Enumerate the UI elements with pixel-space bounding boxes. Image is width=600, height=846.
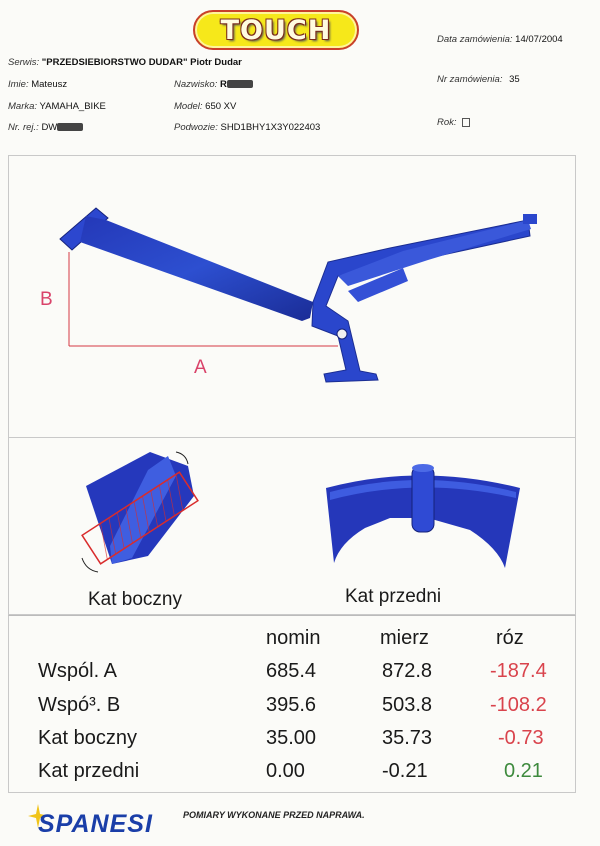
rotation-arrow-top	[176, 452, 188, 464]
chassis-label: Podwozie:	[174, 122, 218, 133]
row-measured: 503.8	[382, 694, 433, 716]
surname-label: Nazwisko:	[174, 79, 218, 90]
row-label: Wspó³. B	[38, 694, 121, 716]
row-nominal: 35.00	[266, 727, 317, 749]
make-label: Marka:	[8, 101, 38, 112]
order-date-label: Data zamówienia:	[437, 34, 513, 45]
pivot-hole	[337, 329, 347, 339]
redaction-mark	[57, 123, 83, 131]
year-label: Rok:	[437, 117, 457, 128]
row-measured: -0.21	[382, 760, 428, 782]
order-date-value: 14/07/2004	[515, 34, 563, 45]
logo-text: TOUCH	[220, 14, 332, 46]
registration	[8, 122, 83, 133]
row-label: Kat boczny	[38, 727, 137, 749]
side-angle-caption: Kat boczny	[88, 589, 182, 610]
label-a: A	[194, 357, 207, 378]
chassis	[174, 122, 320, 133]
footer-note: POMIARY WYKONANE PRZED NAPRAWA.	[183, 810, 365, 820]
service-value: "PRZEDSIEBIORSTWO DUDAR" Piotr Dudar	[41, 57, 242, 68]
model	[174, 101, 236, 112]
model-value: 650 XV	[205, 101, 237, 112]
steering-tube-shape	[412, 466, 434, 532]
row-difference: -187.4	[490, 660, 547, 682]
col-header-measured: mierz	[380, 627, 429, 649]
year	[437, 117, 470, 128]
front-angle-view	[320, 458, 530, 576]
front-angle-caption: Kat przedni	[345, 586, 442, 607]
make-value: YAMAHA_BIKE	[39, 101, 106, 112]
surname-value: R	[219, 79, 227, 90]
order-date	[437, 34, 563, 45]
chassis-value: SHD1BHY1X3Y022403	[220, 122, 321, 133]
make	[8, 101, 106, 112]
order-number-value: 35	[509, 74, 520, 85]
row-nominal: 0.00	[266, 760, 305, 782]
row-label: Wspól. A	[38, 660, 117, 682]
col-header-difference: róz	[496, 627, 524, 649]
col-header-nominal: nomin	[266, 627, 321, 649]
first-name	[8, 79, 67, 90]
touch-logo	[193, 10, 359, 50]
model-label: Model:	[174, 101, 203, 112]
service-label: Serwis:	[8, 57, 40, 68]
frame-diagram	[8, 156, 574, 436]
order-number	[437, 74, 520, 85]
service	[8, 57, 242, 68]
top-tube-shape	[80, 216, 313, 321]
first-name-label: Imie:	[8, 79, 29, 90]
registration-value: DW	[41, 122, 58, 133]
redaction-mark	[227, 80, 253, 88]
first-name-value: Mateusz	[31, 79, 68, 90]
rotation-arrow-bottom	[82, 558, 98, 572]
row-difference: -108.2	[490, 694, 547, 716]
spanesi-logo: SPANESI	[38, 810, 153, 838]
year-checkbox	[462, 118, 470, 127]
order-number-label: Nr zamówienia:	[437, 74, 503, 85]
rear-tab-shape	[523, 214, 537, 224]
row-label: Kat przedni	[38, 760, 140, 782]
surname	[174, 79, 253, 90]
steering-tube-top	[412, 464, 434, 472]
row-nominal: 685.4	[266, 660, 317, 682]
row-difference: 0.21	[504, 760, 543, 782]
rear-frame-shape	[312, 220, 530, 382]
row-nominal: 395.6	[266, 694, 317, 716]
row-difference: -0.73	[498, 727, 544, 749]
row-measured: 35.73	[382, 727, 433, 749]
label-b: B	[40, 289, 53, 310]
registration-label: Nr. rej.:	[8, 122, 39, 133]
row-measured: 872.8	[382, 660, 433, 682]
side-angle-view	[68, 446, 208, 578]
